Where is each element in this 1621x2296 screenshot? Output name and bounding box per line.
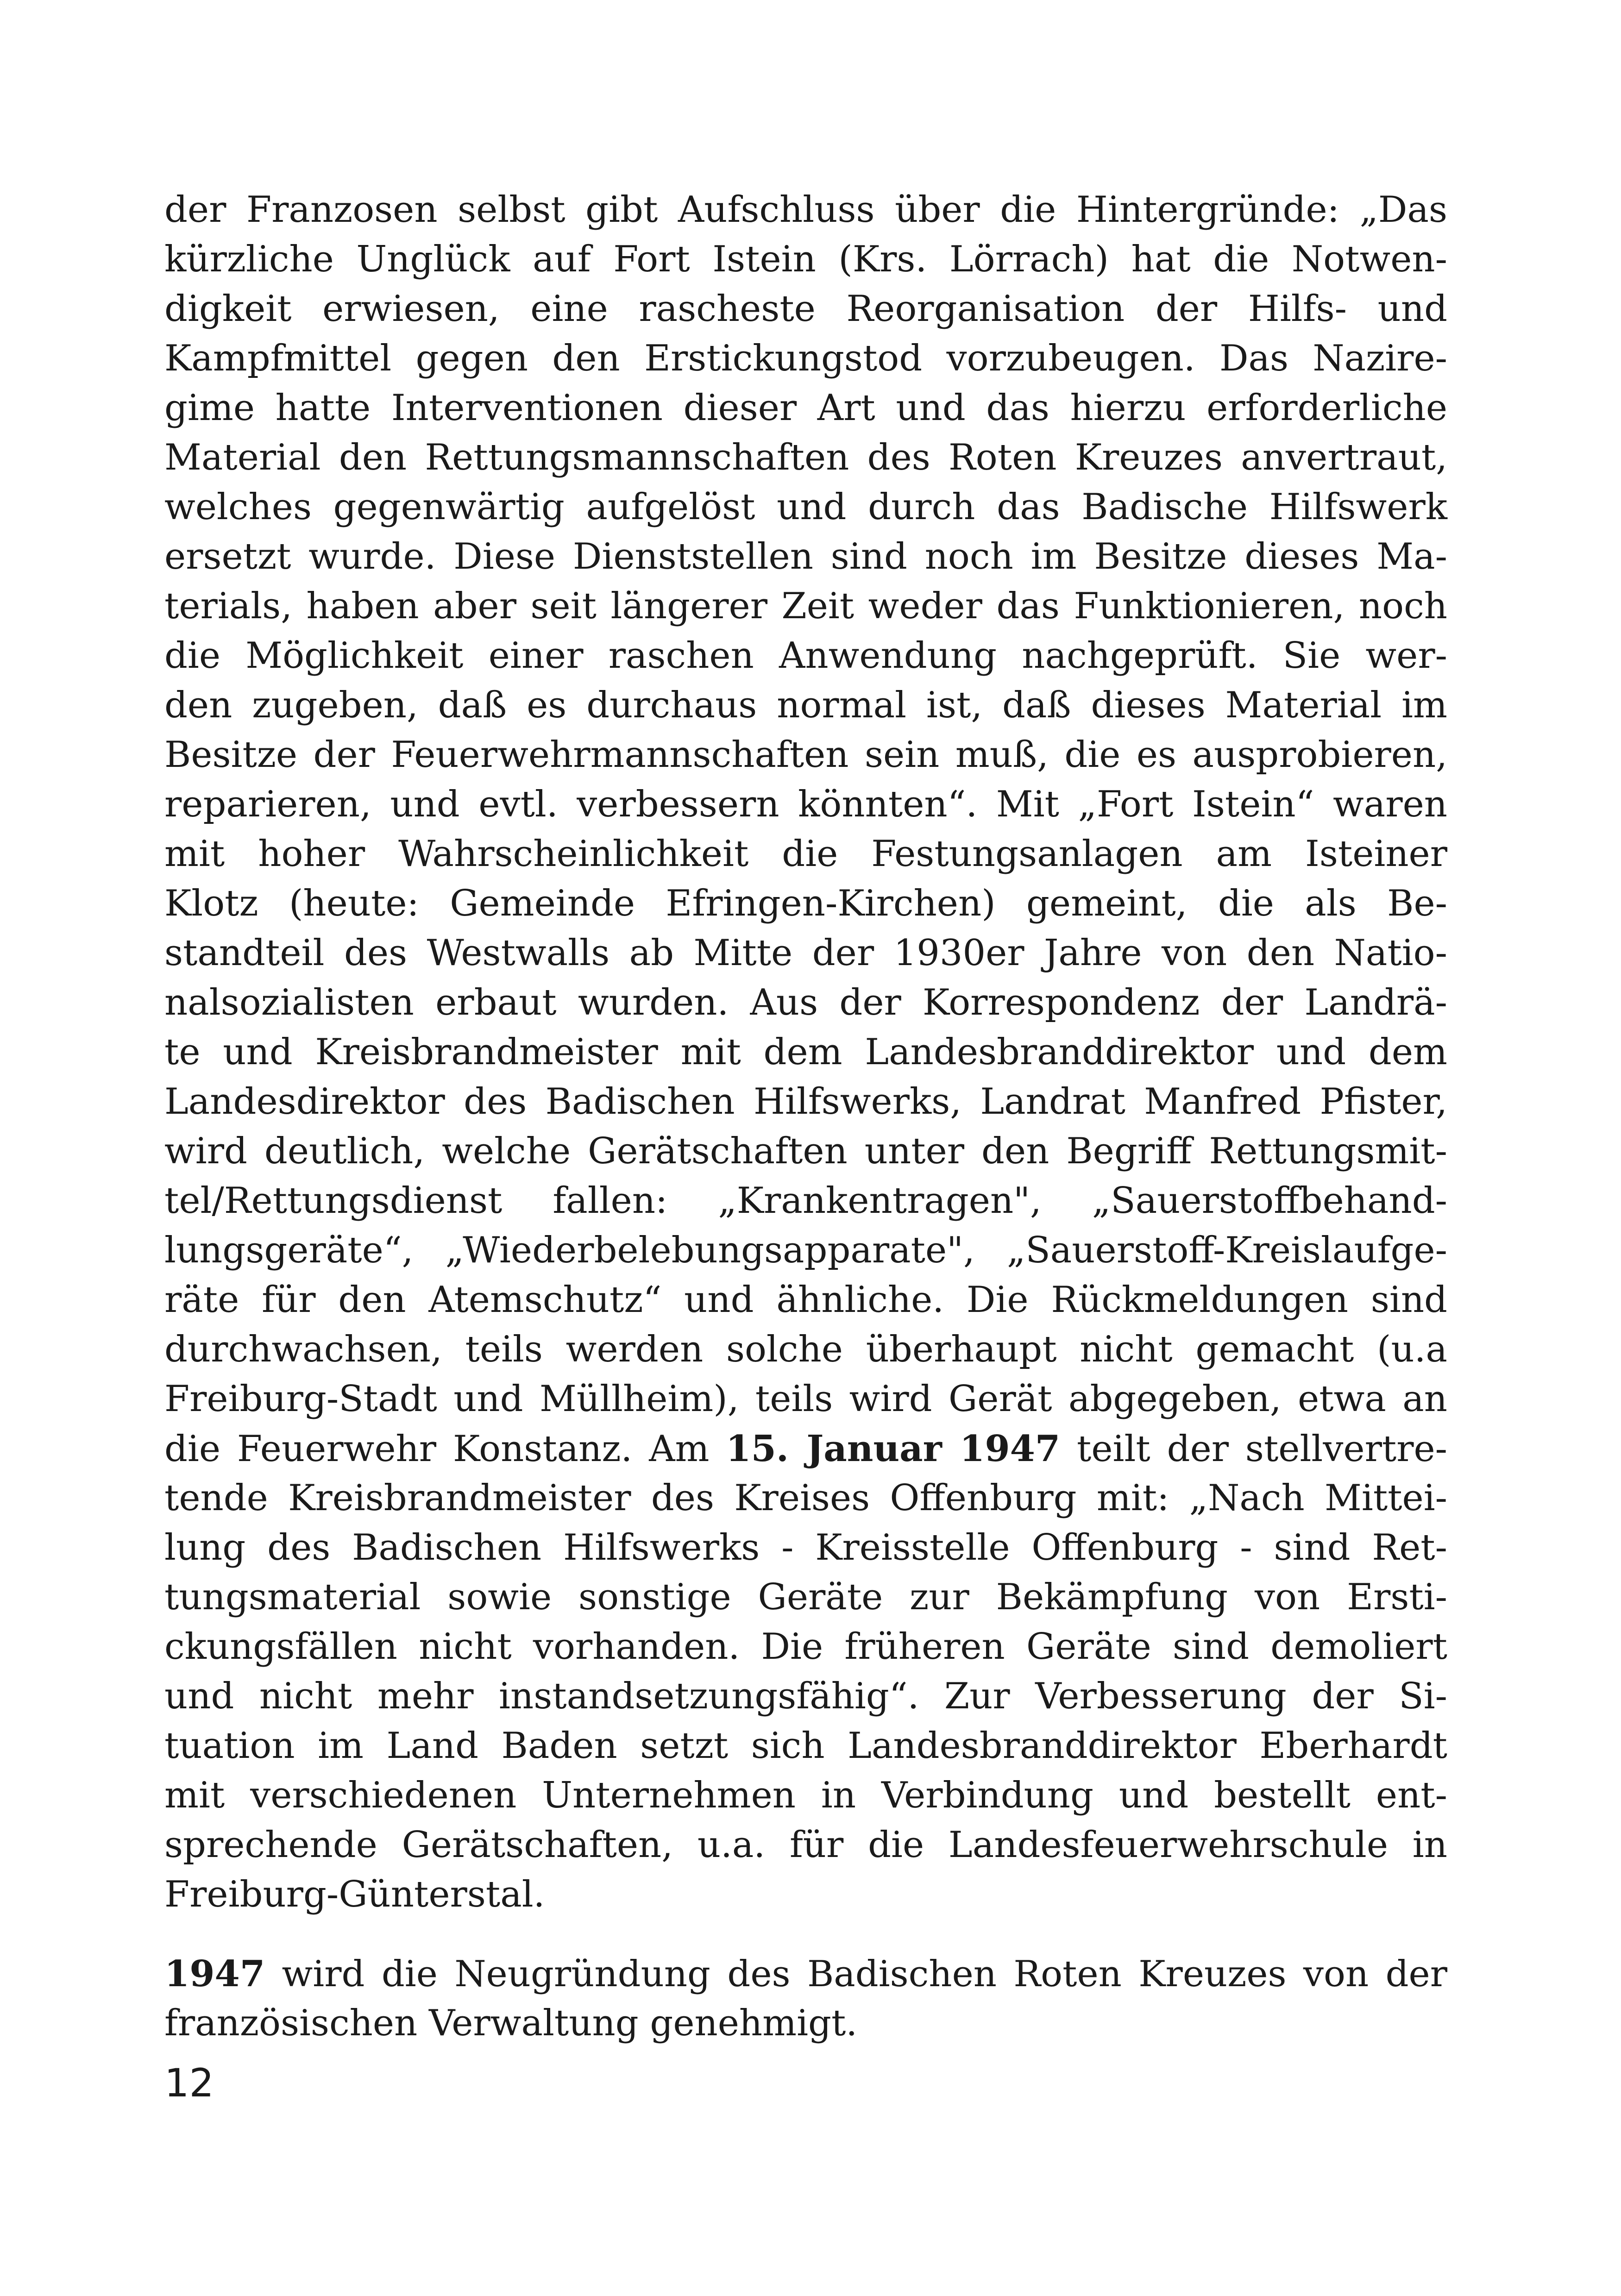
page-number: 12 (164, 2060, 214, 2106)
text-line: Material den Rettungsmannschaften des Roten Kreuzes anvertraut, (164, 437, 1447, 478)
text-line: tungsmaterial sowie sonstige Geräte zur Bekämpfung von Ersti- (164, 1576, 1447, 1618)
text-line: welches gegenwärtig aufgelöst und durch das Badische Hilfswerk (164, 486, 1447, 528)
text-line: sprechende Gerätschaften, u.a. für die Landesfeuerwehrschule in (164, 1824, 1447, 1866)
text-line: Landesdirektor des Badischen Hilfswerks, Landrat Manfred Pfister, (164, 1081, 1447, 1123)
text-line: terials, haben aber seit längerer Zeit weder das Funktionieren, noch (164, 585, 1447, 627)
text-line: Klotz (heute: Gemeinde Efringen-Kirchen) gemeint, die als Be- (164, 883, 1447, 924)
paragraph-2 (164, 1949, 1447, 2048)
text-line: mit verschiedenen Unternehmen in Verbindung und bestellt ent- (164, 1775, 1447, 1816)
text-line: mit hoher Wahrscheinlichkeit die Festungsanlagen am Isteiner (164, 833, 1447, 875)
bold-year: 1947 (164, 1953, 265, 1995)
text-line: lung des Badischen Hilfswerks - Kreisstelle Offenburg - sind Ret- (164, 1527, 1447, 1568)
text-line: und nicht mehr instandsetzungsfähig“. Zur Verbesserung der Si- (164, 1675, 1447, 1717)
text-line: Freiburg-Günterstal. (164, 1874, 545, 1915)
text-line: nalsozialisten erbaut wurden. Aus der Korrespondenz der Landrä- (164, 982, 1447, 1023)
text-line: der Franzosen selbst gibt Aufschluss über die Hintergründe: „Das (164, 189, 1447, 231)
text-line: lungsgeräte“, „Wiederbelebungsapparate", „Sauerstoff-Kreislaufge- (164, 1230, 1447, 1271)
text-line: räte für den Atemschutz“ und ähnliche. Die Rückmeldungen sind (164, 1279, 1447, 1321)
text-line: ckungsfällen nicht vorhanden. Die früheren Geräte sind demoliert (164, 1626, 1447, 1668)
text-line: französischen Verwaltung genehmigt. (164, 2002, 858, 2044)
text-line: gime hatte Interventionen dieser Art und das hierzu erforderliche (164, 387, 1447, 429)
body-text (164, 185, 1447, 2048)
text-line: tel/Rettungsdienst fallen: „Krankentragen", „Sauerstoffbehand- (164, 1180, 1447, 1222)
text-line: digkeit erwiesen, eine rascheste Reorganisation der Hilfs- und (164, 288, 1447, 330)
text-line: tende Kreisbrandmeister des Kreises Offenburg mit: „Nach Mittei- (164, 1477, 1447, 1519)
text-line: ersetzt wurde. Diese Dienststellen sind noch im Besitze dieses Ma- (164, 536, 1447, 577)
text-line: reparieren, und evtl. verbessern könnten“. Mit „Fort Istein“ waren (164, 784, 1447, 825)
text-line: Freiburg-Stadt und Müllheim), teils wird Gerät abgegeben, etwa an (164, 1378, 1447, 1420)
text-segment: wird die Neugründung des Badischen Roten Kreuzes von der (265, 1953, 1447, 1995)
paragraph-gap (164, 1920, 1447, 1949)
text-line-with-year (164, 1949, 1447, 1999)
text-line: kürzliche Unglück auf Fort Istein (Krs. Lörrach) hat die Notwen- (164, 238, 1447, 280)
bold-date: 15. Januar 1947 (726, 1428, 1061, 1470)
text-line: wird deutlich, welche Gerätschaften unter den Begriff Rettungsmit- (164, 1130, 1447, 1172)
text-line: Kampfmittel gegen den Erstickungstod vorzubeugen. Das Nazire- (164, 338, 1447, 379)
text-segment: die Feuerwehr Konstanz. Am (164, 1428, 726, 1470)
text-line: te und Kreisbrandmeister mit dem Landesbranddirektor und dem (164, 1031, 1447, 1073)
text-line: tuation im Land Baden setzt sich Landesbranddirektor Eberhardt (164, 1725, 1447, 1767)
text-line: durchwachsen, teils werden solche überhaupt nicht gemacht (u.a (164, 1329, 1447, 1370)
text-line: Besitze der Feuerwehrmannschaften sein muß, die es ausprobieren, (164, 734, 1447, 776)
text-line-with-date (164, 1424, 1447, 1474)
text-line: den zugeben, daß es durchaus normal ist, daß dieses Material im (164, 684, 1447, 726)
text-segment: teilt der stellvertre- (1060, 1428, 1447, 1470)
text-line: standteil des Westwalls ab Mitte der 1930er Jahre von den Natio- (164, 932, 1447, 974)
paragraph-1 (164, 185, 1447, 1920)
text-line: die Möglichkeit einer raschen Anwendung nachgeprüft. Sie wer- (164, 635, 1447, 677)
